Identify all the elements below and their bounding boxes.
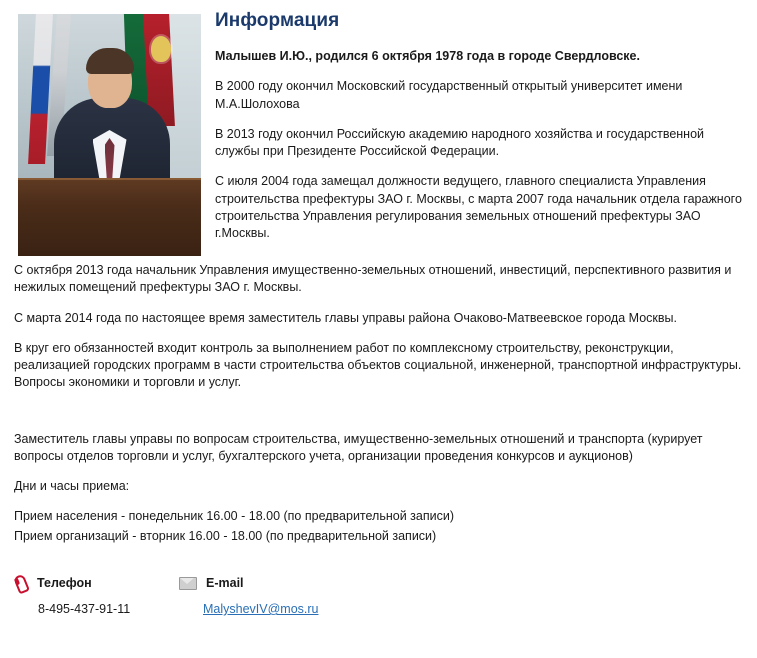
phone-icon xyxy=(14,575,28,591)
biography-paragraph-4: С октября 2013 года начальник Управления имущественно-земельных отношений, инвестиций, перспективного развития и нежилых помещений префектуры ЗАО г. Москвы. xyxy=(14,263,732,295)
contact-phone-label: Телефон xyxy=(37,575,92,590)
contact-phone-header xyxy=(14,575,179,592)
reception-line-2: Прием организаций - вторник 16.00 - 18.00 (по предварительной записи) xyxy=(14,528,437,543)
section-spacer xyxy=(14,405,743,431)
contact-email-label: E-mail xyxy=(206,575,244,590)
reception-line-1: Прием населения - понедельник 16.00 - 18.00 (по предварительной записи) xyxy=(14,509,454,524)
contact-email-value xyxy=(179,601,319,618)
reception-heading: Дни и часы приема: xyxy=(14,479,130,493)
biography-paragraph-3: С июля 2004 года замещал должности ведущего, главного специалиста Управления строительства префектуры ЗАО г. Москвы, с марта 2007 года начальник отдела гаражного строительства Управления регулирования земельных отношений префектуры ЗАО г.Москвы. xyxy=(215,174,742,241)
intro-block xyxy=(14,8,743,262)
biography-paragraph-1: В 2000 году окончил Московский государственный открытый университет имени М.А.Шолохова xyxy=(215,79,683,111)
biography-paragraph-6: В круг его обязанностей входит контроль за выполнением работ по комплексному строительству, реконструкции, реализацией городских программ в части строительства объектов социальной, инженерной, транспортной инфраструктуры. Вопросы экономики и торговли и услуг. xyxy=(14,340,742,390)
email-link[interactable]: MalyshevIV@mos.ru xyxy=(203,602,319,616)
page-title: Информация xyxy=(215,10,340,31)
mail-icon xyxy=(179,577,197,590)
biography-paragraph-5: С марта 2014 года по настоящее время заместитель главы управы района Очаково-Матвеевское города Москвы. xyxy=(14,310,677,325)
photo-hair xyxy=(86,48,134,74)
position-description: Заместитель главы управы по вопросам строительства, имущественно-земельных отношений и транспорта (курирует вопросы отделов торговли и услуг, бухгалтерского учета, организации проведения конкурсов и аукционов) xyxy=(14,431,703,463)
biography-lead: Малышев И.Ю., родился 6 октября 1978 года в городе Свердловске. xyxy=(215,49,640,64)
contact-phone xyxy=(14,575,179,619)
contact-email xyxy=(179,575,319,619)
contact-phone-value: 8-495-437-91-11 xyxy=(38,602,131,616)
biography-paragraph-2: В 2013 году окончил Российскую академию народного хозяйства и государственной службы при Президенте Российской Федерации. xyxy=(215,126,705,159)
coat-of-arms-icon xyxy=(151,36,171,62)
official-photo xyxy=(18,14,201,256)
contact-email-header xyxy=(179,575,319,592)
photo-desk xyxy=(18,180,201,256)
contacts-block xyxy=(14,575,743,619)
